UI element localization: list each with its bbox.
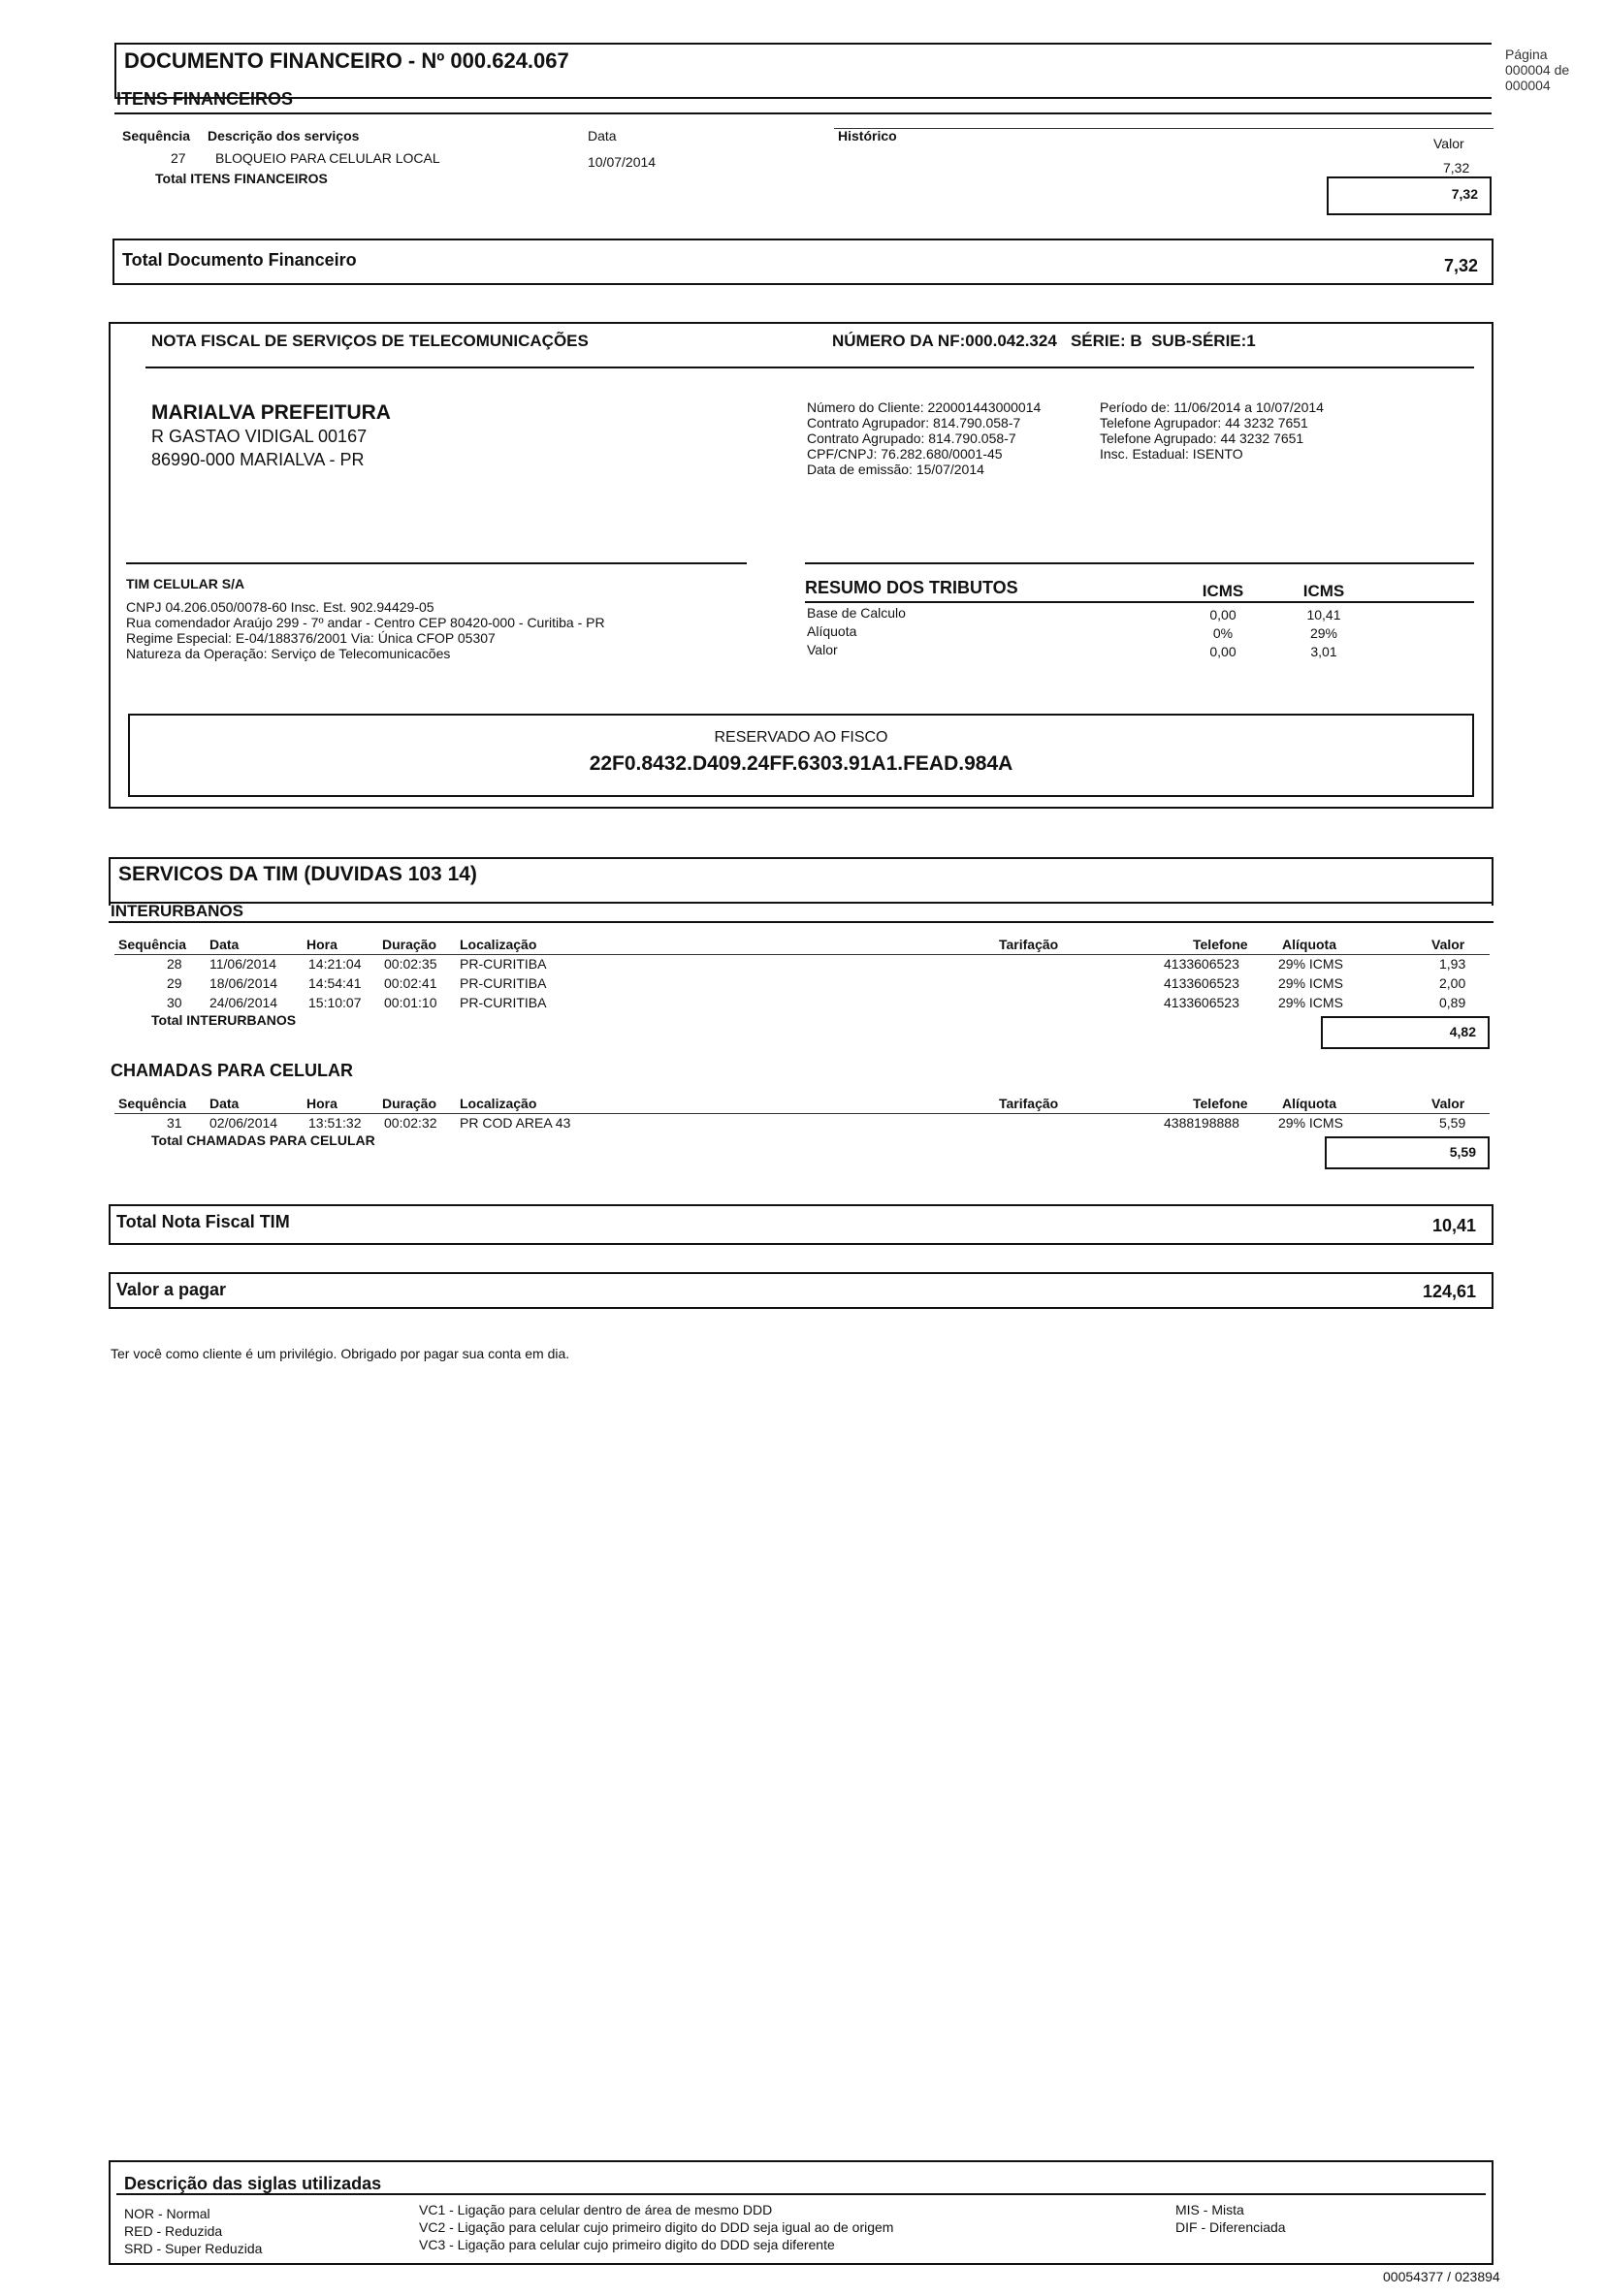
page-title: DOCUMENTO FINANCEIRO - Nº 000.624.067 [124,48,569,73]
valor-pagar-box [109,1272,1494,1309]
item-desc: BLOQUEIO PARA CELULAR LOCAL [215,150,440,166]
page-current: 000004 de [1505,62,1570,78]
col-hora: Hora [306,937,337,952]
sigla-red: RED - Reduzida [124,2223,223,2239]
col-sequencia: Sequência [118,937,187,952]
client-info-left [807,399,1041,477]
col-data: Data [209,937,240,952]
row-hora: 15:10:07 [308,995,362,1010]
telefone-agrupador: Telefone Agrupador: 44 3232 7651 [1100,415,1308,430]
historico-line [834,128,1494,129]
col-tarifacao: Tarifação [999,1096,1059,1111]
contrato-agrupador: Contrato Agrupador: 814.790.058-7 [807,415,1021,430]
row-telefone: 4388198888 [1164,1115,1239,1131]
interurbanos-divider [109,921,1494,923]
siglas-col-1 [124,2205,262,2257]
row-hora: 14:21:04 [308,956,362,972]
col-duracao: Duração [382,937,437,952]
company-name: TIM CELULAR S/A [126,576,245,591]
celular-title: CHAMADAS PARA CELULAR [111,1061,353,1080]
col-sequencia: Sequência [118,1096,187,1111]
row-localizacao: PR-CURITIBA [460,956,547,972]
interurbanos-header-line [114,954,1490,955]
col-data: Data [209,1096,240,1111]
col-tarifacao: Tarifação [999,937,1059,952]
itens-total-value: 7,32 [1451,186,1478,202]
row-telefone: 4133606523 [1164,975,1239,991]
col-aliquota: Alíquota [1282,937,1336,952]
row-telefone: 4133606523 [1164,956,1239,972]
col-data: Data [588,128,617,144]
celular-total-value: 5,59 [1449,1144,1476,1160]
row-seq: 31 [167,1115,182,1131]
doc-code: 00054377 / 023894 [1383,2269,1500,2284]
col-valor: Valor [1431,937,1465,952]
sigla-vc3: VC3 - Ligação para celular cujo primeiro digito do DDD seja diferente [419,2237,835,2252]
tributos-divider [805,601,1474,603]
sigla-vc1: VC1 - Ligação para celular dentro de área de mesmo DDD [419,2202,773,2217]
row-data: 24/06/2014 [209,995,278,1010]
col-duracao: Duração [382,1096,437,1111]
row-duracao: 00:02:41 [384,975,437,991]
celular-header-row [0,1096,1606,1113]
col-telefone: Telefone [1193,1096,1248,1111]
row-valor: 5,59 [1439,1115,1466,1131]
page-total: 000004 [1505,78,1551,93]
company-address: Rua comendador Araújo 299 - 7º andar - Centro CEP 80420-000 - Curitiba - PR [126,615,605,630]
table-row [0,605,1606,622]
siglas-divider [116,2193,1486,2195]
sigla-vc2: VC2 - Ligação para celular cujo primeiro digito do DDD seja igual ao de origem [419,2219,894,2235]
nf-divider [145,367,1474,368]
row-data: 18/06/2014 [209,975,278,991]
tributo-v2: 29% [1309,625,1338,641]
col-valor: Valor [1433,136,1464,151]
col-valor: Valor [1431,1096,1465,1111]
nf-numero: NÚMERO DA NF:000.042.324 SÉRIE: B SUB-SÉRIE:1 [832,332,1256,350]
footer-message: Ter você como cliente é um privilégio. Obrigado por pagar sua conta em dia. [111,1346,570,1361]
table-row [0,956,1606,973]
valor-pagar-label: Valor a pagar [116,1280,227,1299]
total-doc-label: Total Documento Financeiro [122,250,357,270]
row-localizacao: PR COD AREA 43 [460,1115,571,1131]
row-duracao: 00:01:10 [384,995,437,1010]
client-address: R GASTAO VIDIGAL 00167 [151,427,368,446]
row-duracao: 00:02:32 [384,1115,437,1131]
row-aliquota: 29% ICMS [1278,995,1343,1010]
company-natureza: Natureza da Operação: Serviço de Telecomunicacões [126,646,451,661]
total-doc-value: 7,32 [1443,256,1478,275]
tributo-label: Alíquota [807,623,857,639]
col-sequencia: Sequência [122,128,191,144]
table-row [0,642,1606,659]
nf-title: NOTA FISCAL DE SERVIÇOS DE TELECOMUNICAÇÕES [151,332,589,350]
row-aliquota: 29% ICMS [1278,1115,1343,1131]
col-descricao: Descrição dos serviços [208,128,360,144]
tributo-v2: 10,41 [1306,607,1341,622]
celular-total-label: Total CHAMADAS PARA CELULAR [151,1132,375,1148]
tributo-v2: 3,01 [1310,644,1337,659]
section-itens-title: ITENS FINANCEIROS [116,89,294,109]
sigla-mis: MIS - Mista [1175,2202,1244,2217]
servicos-title: SERVICOS DA TIM (DUVIDAS 103 14) [118,863,477,885]
sigla-dif: DIF - Diferenciada [1175,2219,1286,2235]
col-hora: Hora [306,1096,337,1111]
row-data: 11/06/2014 [209,956,277,972]
cliente-numero: Número do Cliente: 220001443000014 [807,399,1042,415]
fisco-label: RESERVADO AO FISCO [714,729,888,746]
interurbanos-total-label: Total INTERURBANOS [151,1012,297,1028]
tributos-col-icms-1: ICMS [1202,582,1244,600]
siglas-col-2 [419,2201,893,2253]
item-valor: 7,32 [1443,160,1470,175]
interurbanos-total-value: 4,82 [1449,1024,1476,1039]
company-divider [126,562,747,564]
servicos-divider [109,902,1494,904]
row-hora: 14:54:41 [308,975,362,991]
row-duracao: 00:02:35 [384,956,437,972]
interurbanos-title: INTERURBANOS [111,902,243,920]
row-valor: 0,89 [1439,995,1466,1010]
company-regime: Regime Especial: E-04/188376/2001 Via: Única CFOP 05307 [126,630,496,646]
fisco-code: 22F0.8432.D409.24FF.6303.91A1.FEAD.984A [589,752,1013,775]
sigla-nor: NOR - Normal [124,2206,210,2221]
page-label: Página [1505,47,1548,62]
col-localizacao: Localização [460,937,537,952]
row-telefone: 4133606523 [1164,995,1239,1010]
total-nf-value: 10,41 [1431,1216,1476,1235]
total-nf-box [109,1204,1494,1245]
tributo-label: Base de Calculo [807,605,906,621]
row-aliquota: 29% ICMS [1278,956,1343,972]
header-divider [114,97,1492,99]
col-historico: Histórico [838,128,897,144]
tributo-v1: 0% [1212,625,1234,641]
col-aliquota: Alíquota [1282,1096,1336,1111]
table-row [0,623,1606,641]
telefone-agrupado: Telefone Agrupado: 44 3232 7651 [1100,430,1304,446]
row-data: 02/06/2014 [209,1115,278,1131]
page-number [1505,47,1569,93]
periodo: Período de: 11/06/2014 a 10/07/2014 [1100,399,1324,415]
row-seq: 30 [167,995,182,1010]
itens-divider [114,112,1492,114]
valor-pagar-value: 124,61 [1422,1282,1476,1301]
table-row [0,995,1606,1012]
total-nf-label: Total Nota Fiscal TIM [116,1212,290,1231]
row-hora: 13:51:32 [308,1115,362,1131]
item-seq: 27 [171,150,186,166]
item-data: 10/07/2014 [588,154,657,170]
client-name: MARIALVA PREFEITURA [151,401,391,424]
cpf-cnpj: CPF/CNPJ: 76.282.680/0001-45 [807,446,1003,462]
table-row [0,1115,1606,1132]
siglas-title: Descrição das siglas utilizadas [124,2174,382,2193]
row-valor: 1,93 [1439,956,1466,972]
company-cnpj: CNPJ 04.206.050/0078-60 Insc. Est. 902.94429-05 [126,599,434,615]
siglas-col-3 [1175,2201,1286,2236]
interurbanos-header-row [0,937,1606,954]
itens-header-row [0,128,1606,151]
tributo-v1: 0,00 [1209,644,1237,659]
celular-header-line [114,1113,1490,1114]
insc-estadual: Insc. Estadual: ISENTO [1100,446,1243,462]
data-emissao: Data de emissão: 15/07/2014 [807,462,984,477]
table-row [0,150,1606,175]
row-localizacao: PR-CURITIBA [460,975,547,991]
sigla-srd: SRD - Super Reduzida [124,2241,263,2256]
row-valor: 2,00 [1439,975,1466,991]
itens-total-label: Total ITENS FINANCEIROS [155,171,328,186]
tributo-v1: 0,00 [1209,607,1237,622]
table-row [0,975,1606,993]
tributos-title: RESUMO DOS TRIBUTOS [805,578,1018,597]
tributos-top-line [805,562,1474,564]
row-aliquota: 29% ICMS [1278,975,1343,991]
row-localizacao: PR-CURITIBA [460,995,547,1010]
client-info-right [1100,399,1324,462]
row-seq: 28 [167,956,182,972]
tributo-label: Valor [807,642,838,657]
col-telefone: Telefone [1193,937,1248,952]
tributos-col-icms-2: ICMS [1302,582,1345,600]
row-seq: 29 [167,975,182,991]
client-city: 86990-000 MARIALVA - PR [151,450,365,469]
contrato-agrupado: Contrato Agrupado: 814.790.058-7 [807,430,1016,446]
col-localizacao: Localização [460,1096,537,1111]
